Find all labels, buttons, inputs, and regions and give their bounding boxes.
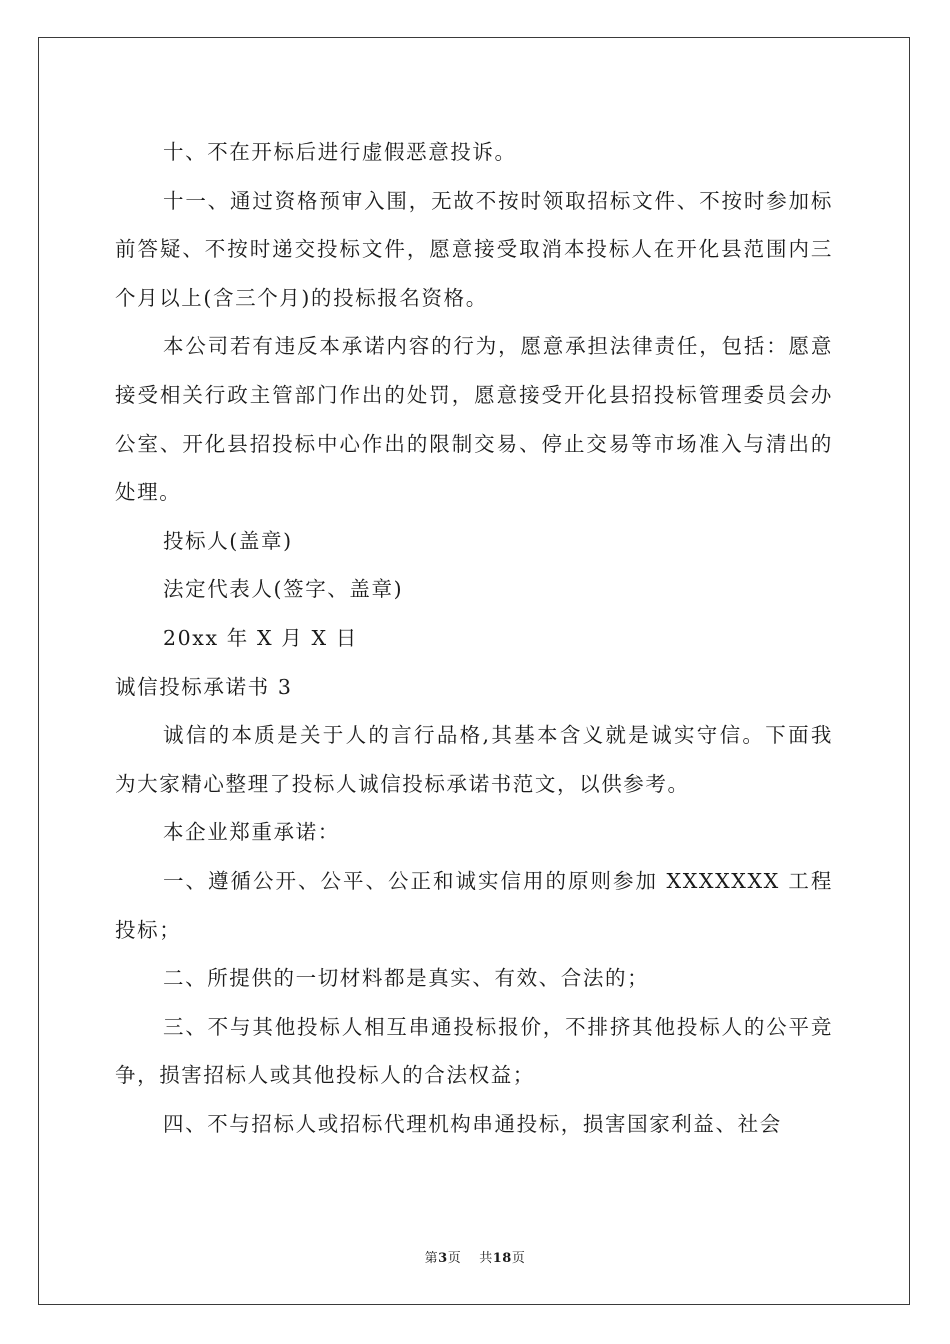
section-heading: 诚信投标承诺书 3 [115, 674, 293, 699]
paragraph: 诚信的本质是关于人的言行品格,其基本含义就是诚实守信。下面我为大家精心整理了投标人诚信投标承诺书范文，以供参考。 [115, 723, 833, 796]
paragraph: 本企业郑重承诺： [163, 820, 340, 845]
paragraph: 本公司若有违反本承诺内容的行为，愿意承担法律责任，包括：愿意接受相关行政主管部门作出的处罚，愿意接受开化县招投标管理委员会办公室、开化县招投标中心作出的限制交易、停止交易等市场准入与清出的处理。 [115, 334, 833, 505]
current-page-number: 3 [438, 1251, 448, 1266]
paragraph: 三、不与其他投标人相互串通投标报价，不排挤其他投标人的公平竞争，损害招标人或其他投标人的合法权益； [115, 1014, 833, 1088]
footer-prefix: 第 [424, 1251, 439, 1266]
paragraph: 一、遵循公开、公平、公正和诚实信用的原则参加 XXXXXXX 工程投标； [115, 868, 833, 942]
footer-page-suffix: 页 [447, 1251, 462, 1266]
paragraph: 十一、通过资格预审入围，无故不按时领取招标文件、不按时参加标前答疑、不按时递交投标文件，愿意接受取消本投标人在开化县范围内三个月以上(含三个月)的投标报名资格。 [115, 188, 833, 310]
signature-line: 投标人(盖章) [163, 528, 293, 553]
total-page-count: 18 [492, 1251, 512, 1266]
paragraph: 二、所提供的一切材料都是真实、有效、合法的； [163, 966, 650, 991]
date-line: 20xx 年 X 月 X 日 [163, 625, 358, 650]
footer-total-suffix: 页 [511, 1251, 526, 1266]
paragraph: 十、不在开标后进行虚假恶意投诉。 [163, 140, 517, 164]
document-body [115, 128, 833, 1148]
paragraph: 四、不与招标人或招标代理机构串通投标，损害国家利益、社会 [163, 1111, 782, 1136]
signature-line: 法定代表人(签字、盖章) [163, 577, 404, 602]
footer-total-prefix: 共 [479, 1251, 493, 1266]
page-footer [0, 1247, 950, 1266]
